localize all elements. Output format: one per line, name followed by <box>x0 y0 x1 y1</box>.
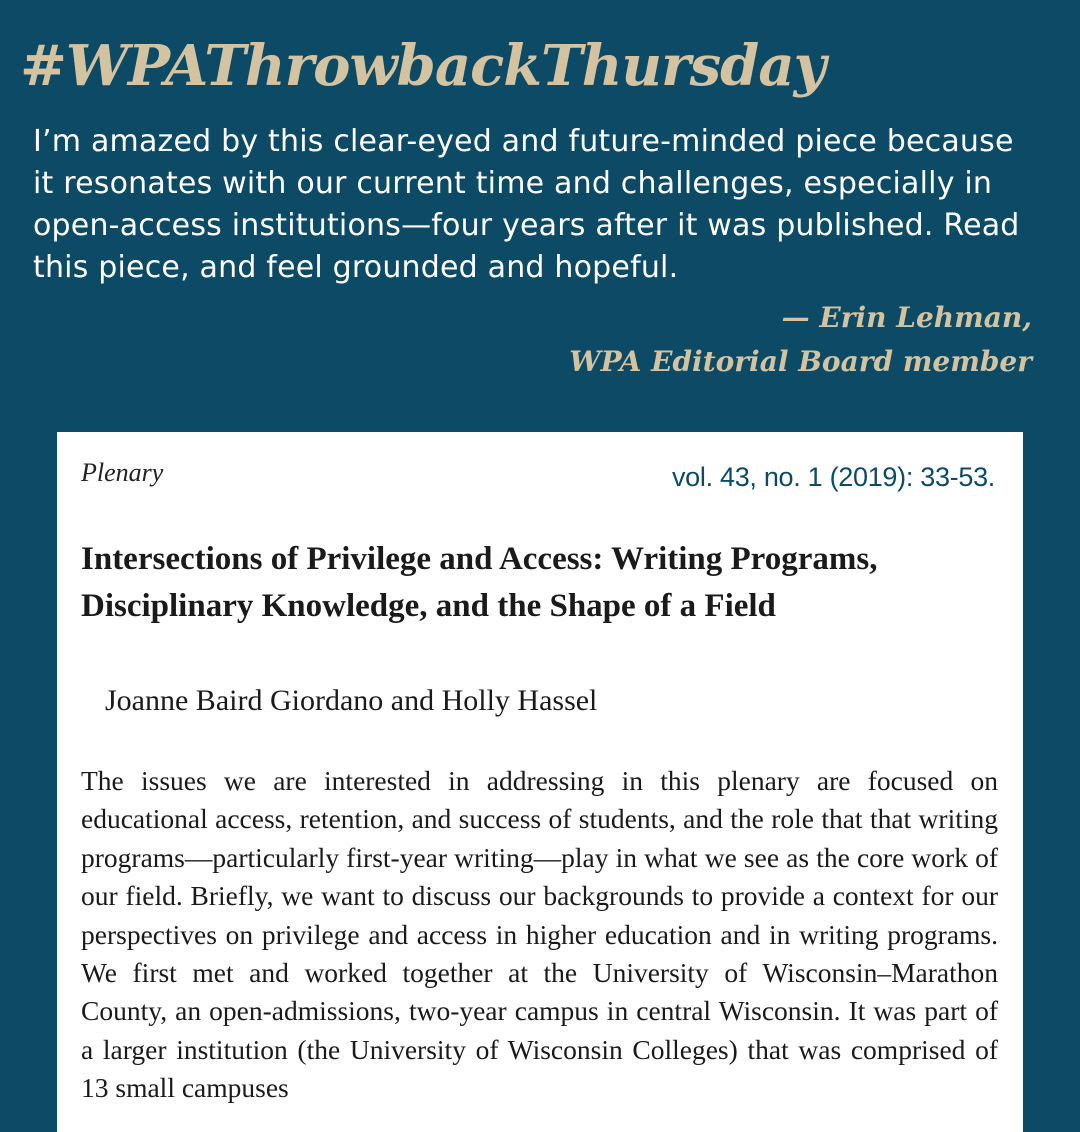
article-excerpt <box>57 432 1023 1132</box>
testimonial-quote: I’m amazed by this clear-eyed and future-minded piece because it resonates with our current time and challenges, especially in open-access institutions—four years after it was published. Read this piece, and feel grounded and hopeful. <box>33 124 1020 285</box>
quote-attribution <box>569 296 1032 384</box>
article-title: Intersections of Privilege and Access: Writing Programs, Disciplinary Knowledge, and the Shape of a Field <box>81 541 878 624</box>
attribution-name: — Erin Lehman, <box>781 301 1032 334</box>
article-authors: Joanne Baird Giordano and Holly Hassel <box>105 684 598 717</box>
attribution-role: WPA Editorial Board member <box>569 345 1032 378</box>
article-body: The issues we are interested in addressing in this plenary are focused on educational access, retention, and success of students, and the role that that writing programs—particularly first-year writing—play in what we see as the core work of our field. Briefly, we want to discuss our backgrounds to provide a context for our perspectives on privilege and access in higher education and in writing programs. We first met and worked together at the University of Wisconsin–Marathon County, an open-admissions, two-year campus in central Wisconsin. It was part of a larger institution (the University of Wisconsin Colleges) that was comprised of 13 small campuses <box>81 765 998 1104</box>
hashtag-heading: #WPAThrowbackThursday <box>20 33 826 99</box>
section-label: Plenary <box>81 458 164 487</box>
article-citation: vol. 43, no. 1 (2019): 33-53. <box>671 462 995 492</box>
